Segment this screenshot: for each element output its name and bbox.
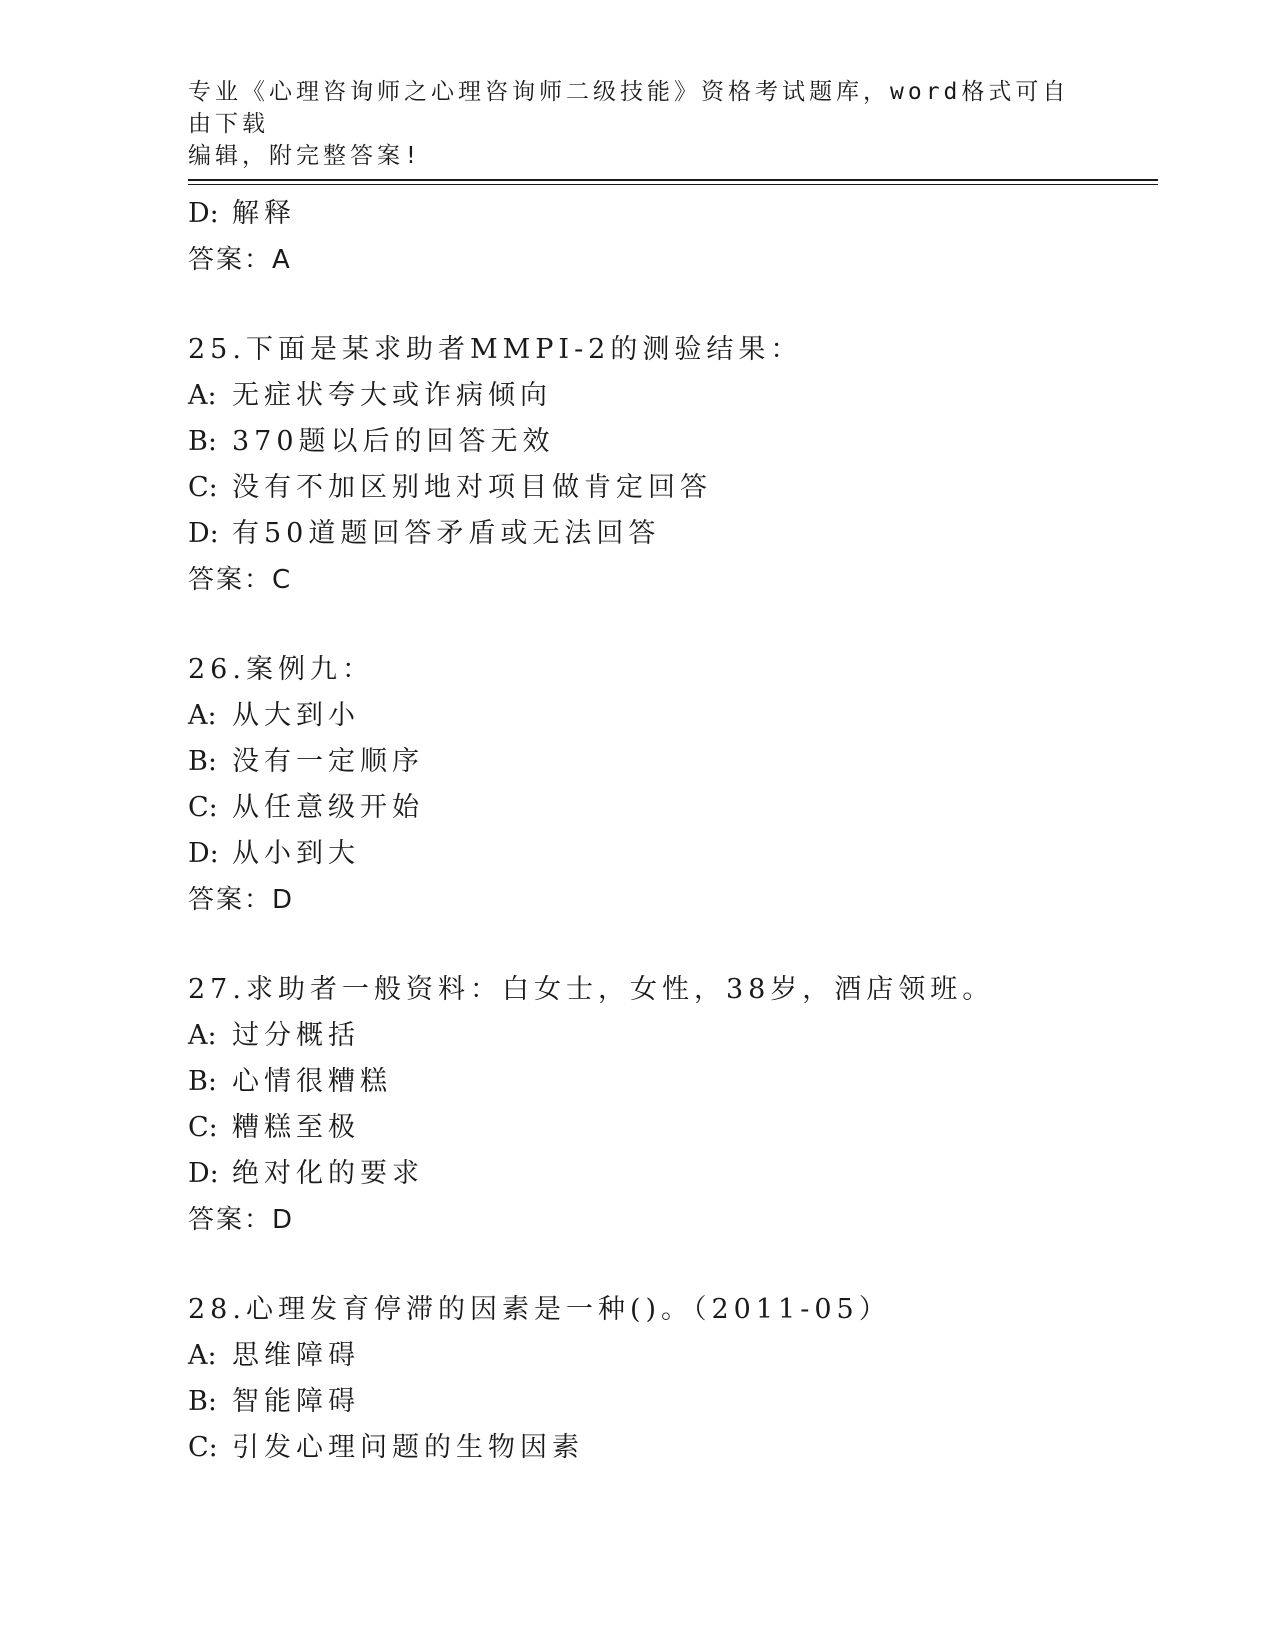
option-key: B:: [188, 1386, 217, 1417]
option-text: 从大到小: [232, 700, 360, 731]
question-stem: 25.下面是某求助者MMPI-2的测验结果：: [188, 334, 803, 365]
option-text: 引发心理问题的生物因素: [232, 1432, 584, 1463]
answer-line: 答案：C: [188, 565, 293, 595]
option-text: 解释: [232, 198, 296, 229]
header-line-1: 专业《心理咨询师之心理咨询师二级技能》资格考试题库，word格式可自由下载: [188, 79, 1070, 137]
option-key: C:: [188, 472, 218, 503]
question-stem: 28.心理发育停滞的因素是一种()。（2011-05）: [188, 1294, 891, 1325]
question-stem: 26.案例九：: [188, 654, 374, 685]
header-divider-thick: [188, 179, 1158, 181]
option-text: 绝对化的要求: [232, 1158, 424, 1189]
option-key: D:: [188, 1158, 219, 1189]
option-key: B:: [188, 1066, 217, 1097]
option-c: [188, 785, 1168, 831]
option-text: 过分概括: [232, 1020, 360, 1051]
option-text: 没有不加区别地对项目做肯定回答: [232, 472, 712, 503]
spacer: [188, 923, 1168, 967]
option-c: [188, 465, 1168, 511]
option-key: B:: [188, 746, 217, 777]
option-a: [188, 1013, 1168, 1059]
option-text: 没有一定顺序: [232, 746, 424, 777]
option-key: C:: [188, 792, 218, 823]
option-text: 370题以后的回答无效: [232, 426, 555, 457]
option-c: [188, 1105, 1168, 1151]
question-24-tail: [188, 191, 1168, 283]
option-key: D:: [188, 838, 219, 869]
option-key: A:: [188, 700, 217, 731]
option-b: [188, 419, 1168, 465]
option-key: D:: [188, 518, 219, 549]
option-a: [188, 1333, 1168, 1379]
option-d: [188, 511, 1168, 557]
option-a: [188, 693, 1168, 739]
option-key: C:: [188, 1112, 218, 1143]
option-d: [188, 191, 1168, 237]
option-d: [188, 1151, 1168, 1197]
question-27: [188, 967, 1168, 1243]
spacer: [188, 1243, 1168, 1287]
header-line-2: 编辑，附完整答案!: [188, 143, 422, 169]
question-25: [188, 327, 1168, 603]
option-text: 有50道题回答矛盾或无法回答: [232, 518, 661, 549]
option-text: 心情很糟糕: [232, 1066, 392, 1097]
option-b: [188, 1059, 1168, 1105]
question-26: [188, 647, 1168, 923]
option-key: B:: [188, 426, 217, 457]
option-key: A:: [188, 380, 217, 411]
option-key: D:: [188, 198, 219, 229]
option-text: 智能障碍: [232, 1386, 360, 1417]
option-key: A:: [188, 1020, 217, 1051]
option-text: 糟糕至极: [232, 1112, 360, 1143]
option-text: 从任意级开始: [232, 792, 424, 823]
option-b: [188, 739, 1168, 785]
option-text: 无症状夸大或诈病倾向: [232, 380, 552, 411]
option-c: [188, 1425, 1168, 1471]
option-d: [188, 831, 1168, 877]
option-text: 思维障碍: [232, 1340, 360, 1371]
answer-line: 答案：D: [188, 885, 295, 915]
option-a: [188, 373, 1168, 419]
question-stem: 27.求助者一般资料：白女士，女性，38岁，酒店领班。: [188, 974, 995, 1005]
option-b: [188, 1379, 1168, 1425]
option-key: C:: [188, 1432, 218, 1463]
page-header: [188, 76, 1088, 172]
question-28: [188, 1287, 1168, 1471]
spacer: [188, 603, 1168, 647]
answer-line: 答案：A: [188, 245, 292, 275]
header-divider-thin: [188, 184, 1158, 185]
answer-line: 答案：D: [188, 1205, 295, 1235]
question-list: [188, 191, 1168, 1471]
spacer: [188, 283, 1168, 327]
option-text: 从小到大: [232, 838, 360, 869]
option-key: A:: [188, 1340, 217, 1371]
